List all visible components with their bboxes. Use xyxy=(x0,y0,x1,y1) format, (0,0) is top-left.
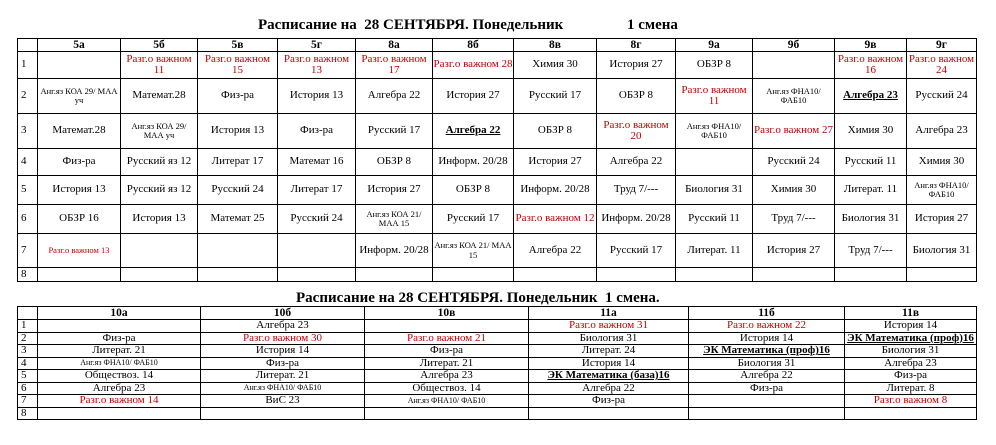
lesson-cell: Разг.о важном 12 xyxy=(514,205,597,234)
lesson-number: 4 xyxy=(18,357,38,370)
lesson-cell xyxy=(597,268,676,282)
lesson-cell: Русский 17 xyxy=(356,114,433,149)
lesson-cell xyxy=(753,268,835,282)
lesson-row xyxy=(18,382,977,395)
lesson-cell: Алгебра 23 xyxy=(845,357,977,370)
lesson-number: 7 xyxy=(18,234,38,268)
lesson-row xyxy=(18,320,977,333)
lesson-cell: Анг.яз КОА 29/ МАА уч xyxy=(38,79,121,114)
lesson-cell xyxy=(689,395,845,408)
lesson-cell: Русский 11 xyxy=(835,149,907,176)
lesson-cell: Литерат. 21 xyxy=(365,357,529,370)
lesson-row xyxy=(18,149,977,176)
class-header: 8в xyxy=(514,39,597,52)
lesson-cell xyxy=(198,268,278,282)
lesson-cell: Литерат. 8 xyxy=(845,382,977,395)
lesson-cell xyxy=(198,234,278,268)
lesson-number: 8 xyxy=(18,407,38,420)
lesson-cell xyxy=(365,320,529,333)
lesson-row xyxy=(18,114,977,149)
lesson-cell: Анг.яз КОА 29/ МАА уч xyxy=(121,114,198,149)
class-header: 10в xyxy=(365,307,529,320)
lesson-cell: Разг.о важном 16 xyxy=(835,52,907,79)
lesson-cell: Биология 31 xyxy=(689,357,845,370)
lesson-cell: Математ 16 xyxy=(278,149,356,176)
lesson-cell: Разг.о важном 11 xyxy=(121,52,198,79)
lesson-cell: История 13 xyxy=(121,205,198,234)
lesson-cell: Труд 7/--- xyxy=(597,176,676,205)
lesson-cell: Литерат 17 xyxy=(198,149,278,176)
lesson-cell xyxy=(835,268,907,282)
lesson-row xyxy=(18,52,977,79)
lesson-cell: Информ. 20/28 xyxy=(433,149,514,176)
schedule-title-2: Расписание на 28 СЕНТЯБРЯ. Понедельник 1 смена. xyxy=(296,290,660,306)
lesson-row xyxy=(18,407,977,420)
lesson-cell: Разг.о важном 24 xyxy=(907,52,977,79)
lesson-row xyxy=(18,268,977,282)
lesson-cell: История 27 xyxy=(597,52,676,79)
lesson-cell: Физ-ра xyxy=(529,395,689,408)
lesson-cell: ОБЗР 8 xyxy=(676,52,753,79)
lesson-number: 6 xyxy=(18,382,38,395)
lesson-cell: Алгебра 22 xyxy=(433,114,514,149)
lesson-row xyxy=(18,234,977,268)
lesson-cell: Алгебра 22 xyxy=(597,149,676,176)
lesson-cell: Русский 17 xyxy=(433,205,514,234)
lesson-cell: Разг.о важном 28 xyxy=(433,52,514,79)
lesson-cell: Алгебра 23 xyxy=(907,114,977,149)
lesson-cell: Физ-ра xyxy=(198,79,278,114)
lesson-cell: Русский 24 xyxy=(278,205,356,234)
lesson-row xyxy=(18,79,977,114)
lesson-cell xyxy=(201,407,365,420)
lesson-cell: Русский 11 xyxy=(676,205,753,234)
lesson-cell: ЭК Математика (проф)16 xyxy=(845,332,977,345)
lesson-cell: Анг.яз ФНА10/ ФАБ10 xyxy=(38,357,201,370)
lesson-cell: Анг.яз ФНА10/ ФАБ10 xyxy=(201,382,365,395)
class-header: 5а xyxy=(38,39,121,52)
lesson-cell: Алгебра 22 xyxy=(689,370,845,383)
lesson-cell: Разг.о важном 22 xyxy=(689,320,845,333)
class-header: 9г xyxy=(907,39,977,52)
lesson-cell: Литерат 17 xyxy=(278,176,356,205)
class-header: 8б xyxy=(433,39,514,52)
lesson-cell: Алгебра 22 xyxy=(514,234,597,268)
lesson-cell: ОБЗР 16 xyxy=(38,205,121,234)
lesson-cell: История 27 xyxy=(356,176,433,205)
lesson-cell: Разг.о важном 30 xyxy=(201,332,365,345)
lesson-cell: История 27 xyxy=(907,205,977,234)
lesson-cell: Биология 31 xyxy=(845,345,977,358)
lesson-cell: Разг.о важном 14 xyxy=(38,395,201,408)
lesson-cell xyxy=(845,407,977,420)
lesson-number: 2 xyxy=(18,79,38,114)
lesson-cell: Алгебра 23 xyxy=(835,79,907,114)
class-header: 9б xyxy=(753,39,835,52)
lesson-number: 2 xyxy=(18,332,38,345)
schedule-table-1 xyxy=(17,38,977,282)
lesson-cell: Литерат. 11 xyxy=(676,234,753,268)
lesson-cell xyxy=(38,407,201,420)
lesson-cell: Разг.о важном 21 xyxy=(365,332,529,345)
lesson-number: 1 xyxy=(18,52,38,79)
lesson-cell: История 14 xyxy=(845,320,977,333)
lesson-cell xyxy=(676,268,753,282)
lesson-cell: Биология 31 xyxy=(529,332,689,345)
lesson-cell: Биология 31 xyxy=(907,234,977,268)
lesson-cell xyxy=(121,234,198,268)
lesson-cell: Биология 31 xyxy=(676,176,753,205)
lesson-cell xyxy=(676,149,753,176)
class-header: 9в xyxy=(835,39,907,52)
lesson-cell xyxy=(689,407,845,420)
lesson-cell: Разг.о важном 20 xyxy=(597,114,676,149)
lesson-cell: ЭК Математика (проф)16 xyxy=(689,345,845,358)
lesson-cell: Анг.яз ФНА10/ ФАБ10 xyxy=(365,395,529,408)
lesson-row xyxy=(18,332,977,345)
lesson-cell xyxy=(38,268,121,282)
lesson-cell: ЭК Математика (база)16 xyxy=(529,370,689,383)
lesson-cell xyxy=(38,320,201,333)
class-header: 11б xyxy=(689,307,845,320)
lesson-cell xyxy=(907,268,977,282)
lesson-number: 4 xyxy=(18,149,38,176)
lesson-cell: Разг.о важном 13 xyxy=(278,52,356,79)
lesson-cell: Русский яз 12 xyxy=(121,149,198,176)
class-header: 5б xyxy=(121,39,198,52)
lesson-row xyxy=(18,370,977,383)
lesson-cell: Алгебра 23 xyxy=(201,320,365,333)
lesson-number: 8 xyxy=(18,268,38,282)
lesson-cell: Разг.о важном 11 xyxy=(676,79,753,114)
class-header: 11в xyxy=(845,307,977,320)
lesson-cell: Литерат. 24 xyxy=(529,345,689,358)
lesson-cell: Физ-ра xyxy=(845,370,977,383)
lesson-cell: Русский 17 xyxy=(514,79,597,114)
lesson-cell: Химия 30 xyxy=(907,149,977,176)
lesson-cell: История 14 xyxy=(201,345,365,358)
lesson-cell: Литерат. 21 xyxy=(38,345,201,358)
lesson-cell: Алгебра 23 xyxy=(38,382,201,395)
lesson-cell: Анг.яз ФНА10/ ФАБ10 xyxy=(907,176,977,205)
lesson-cell: Разг.о важном 15 xyxy=(198,52,278,79)
lesson-cell: Труд 7/--- xyxy=(753,205,835,234)
lesson-cell: Анг.яз ФНА10/ ФАБ10 xyxy=(676,114,753,149)
lesson-cell: Русский яз 12 xyxy=(121,176,198,205)
lesson-cell: Физ-ра xyxy=(38,149,121,176)
class-header: 11а xyxy=(529,307,689,320)
lesson-cell: Физ-ра xyxy=(365,345,529,358)
lesson-cell xyxy=(278,268,356,282)
lesson-row xyxy=(18,395,977,408)
schedule-table-2 xyxy=(17,306,977,420)
lesson-cell: Информ. 20/28 xyxy=(514,176,597,205)
lesson-number: 3 xyxy=(18,114,38,149)
lesson-cell: ОБЗР 8 xyxy=(433,176,514,205)
class-header: 9а xyxy=(676,39,753,52)
lesson-cell xyxy=(278,234,356,268)
lesson-cell: ОБЗР 8 xyxy=(597,79,676,114)
lesson-cell: История 13 xyxy=(38,176,121,205)
lesson-cell: Анг.яз КОА 21/ МАА 15 xyxy=(433,234,514,268)
lesson-cell: История 14 xyxy=(689,332,845,345)
lesson-cell xyxy=(121,268,198,282)
lesson-cell: Информ. 20/28 xyxy=(597,205,676,234)
lesson-cell: Математ.28 xyxy=(121,79,198,114)
lesson-number: 5 xyxy=(18,176,38,205)
lesson-cell: Химия 30 xyxy=(835,114,907,149)
lesson-cell: История 13 xyxy=(278,79,356,114)
lesson-row xyxy=(18,345,977,358)
lesson-cell: Математ 25 xyxy=(198,205,278,234)
lesson-cell xyxy=(38,52,121,79)
lesson-cell xyxy=(753,52,835,79)
lesson-row xyxy=(18,205,977,234)
lesson-cell: Разг.о важном 27 xyxy=(753,114,835,149)
class-header: 10а xyxy=(38,307,201,320)
lesson-cell: Физ-ра xyxy=(201,357,365,370)
lesson-cell: Труд 7/--- xyxy=(835,234,907,268)
lesson-cell: Биология 31 xyxy=(835,205,907,234)
class-header: 8г xyxy=(597,39,676,52)
lesson-cell: Русский 24 xyxy=(907,79,977,114)
lesson-cell: Информ. 20/28 xyxy=(356,234,433,268)
lesson-cell: Литерат. 21 xyxy=(201,370,365,383)
lesson-number: 5 xyxy=(18,370,38,383)
lesson-number: 3 xyxy=(18,345,38,358)
lesson-number: 1 xyxy=(18,320,38,333)
lesson-number-header xyxy=(18,307,38,320)
lesson-number: 7 xyxy=(18,395,38,408)
lesson-cell: Химия 30 xyxy=(514,52,597,79)
lesson-cell: История 27 xyxy=(514,149,597,176)
lesson-cell: Химия 30 xyxy=(753,176,835,205)
lesson-cell: Физ-ра xyxy=(38,332,201,345)
class-header: 5г xyxy=(278,39,356,52)
lesson-cell: Анг.яз КОА 21/ МАА 15 xyxy=(356,205,433,234)
class-header: 8а xyxy=(356,39,433,52)
lesson-cell: ВиС 23 xyxy=(201,395,365,408)
lesson-cell: Обществоз. 14 xyxy=(365,382,529,395)
lesson-cell: Алгебра 23 xyxy=(365,370,529,383)
lesson-number: 6 xyxy=(18,205,38,234)
lesson-cell xyxy=(433,268,514,282)
class-header: 10б xyxy=(201,307,365,320)
lesson-cell: Разг.о важном 13 xyxy=(38,234,121,268)
lesson-cell: Физ-ра xyxy=(278,114,356,149)
lesson-cell: История 13 xyxy=(198,114,278,149)
lesson-cell: Разг.о важном 31 xyxy=(529,320,689,333)
lesson-cell: Анг.яз ФНА10/ ФАБ10 xyxy=(753,79,835,114)
lesson-number-header xyxy=(18,39,38,52)
lesson-cell: Разг.о важном 17 xyxy=(356,52,433,79)
class-header: 5в xyxy=(198,39,278,52)
lesson-cell xyxy=(365,407,529,420)
lesson-cell: Алгебра 22 xyxy=(529,382,689,395)
lesson-cell: Литерат. 11 xyxy=(835,176,907,205)
lesson-cell: Алгебра 22 xyxy=(356,79,433,114)
lesson-cell: Русский 24 xyxy=(753,149,835,176)
lesson-cell: Русский 24 xyxy=(198,176,278,205)
lesson-cell: История 14 xyxy=(529,357,689,370)
lesson-cell: Русский 17 xyxy=(597,234,676,268)
lesson-cell: ОБЗР 8 xyxy=(356,149,433,176)
lesson-cell: История 27 xyxy=(433,79,514,114)
lesson-cell: Разг.о важном 8 xyxy=(845,395,977,408)
lesson-row xyxy=(18,357,977,370)
lesson-cell xyxy=(356,268,433,282)
lesson-cell: Математ.28 xyxy=(38,114,121,149)
lesson-cell xyxy=(514,268,597,282)
lesson-cell: Физ-ра xyxy=(689,382,845,395)
lesson-cell: ОБЗР 8 xyxy=(514,114,597,149)
lesson-cell xyxy=(529,407,689,420)
lesson-row xyxy=(18,176,977,205)
lesson-cell: Обществоз. 14 xyxy=(38,370,201,383)
lesson-cell: История 27 xyxy=(753,234,835,268)
schedule-title-1: Расписание на 28 СЕНТЯБРЯ. Понедельник 1 смена xyxy=(258,17,678,33)
